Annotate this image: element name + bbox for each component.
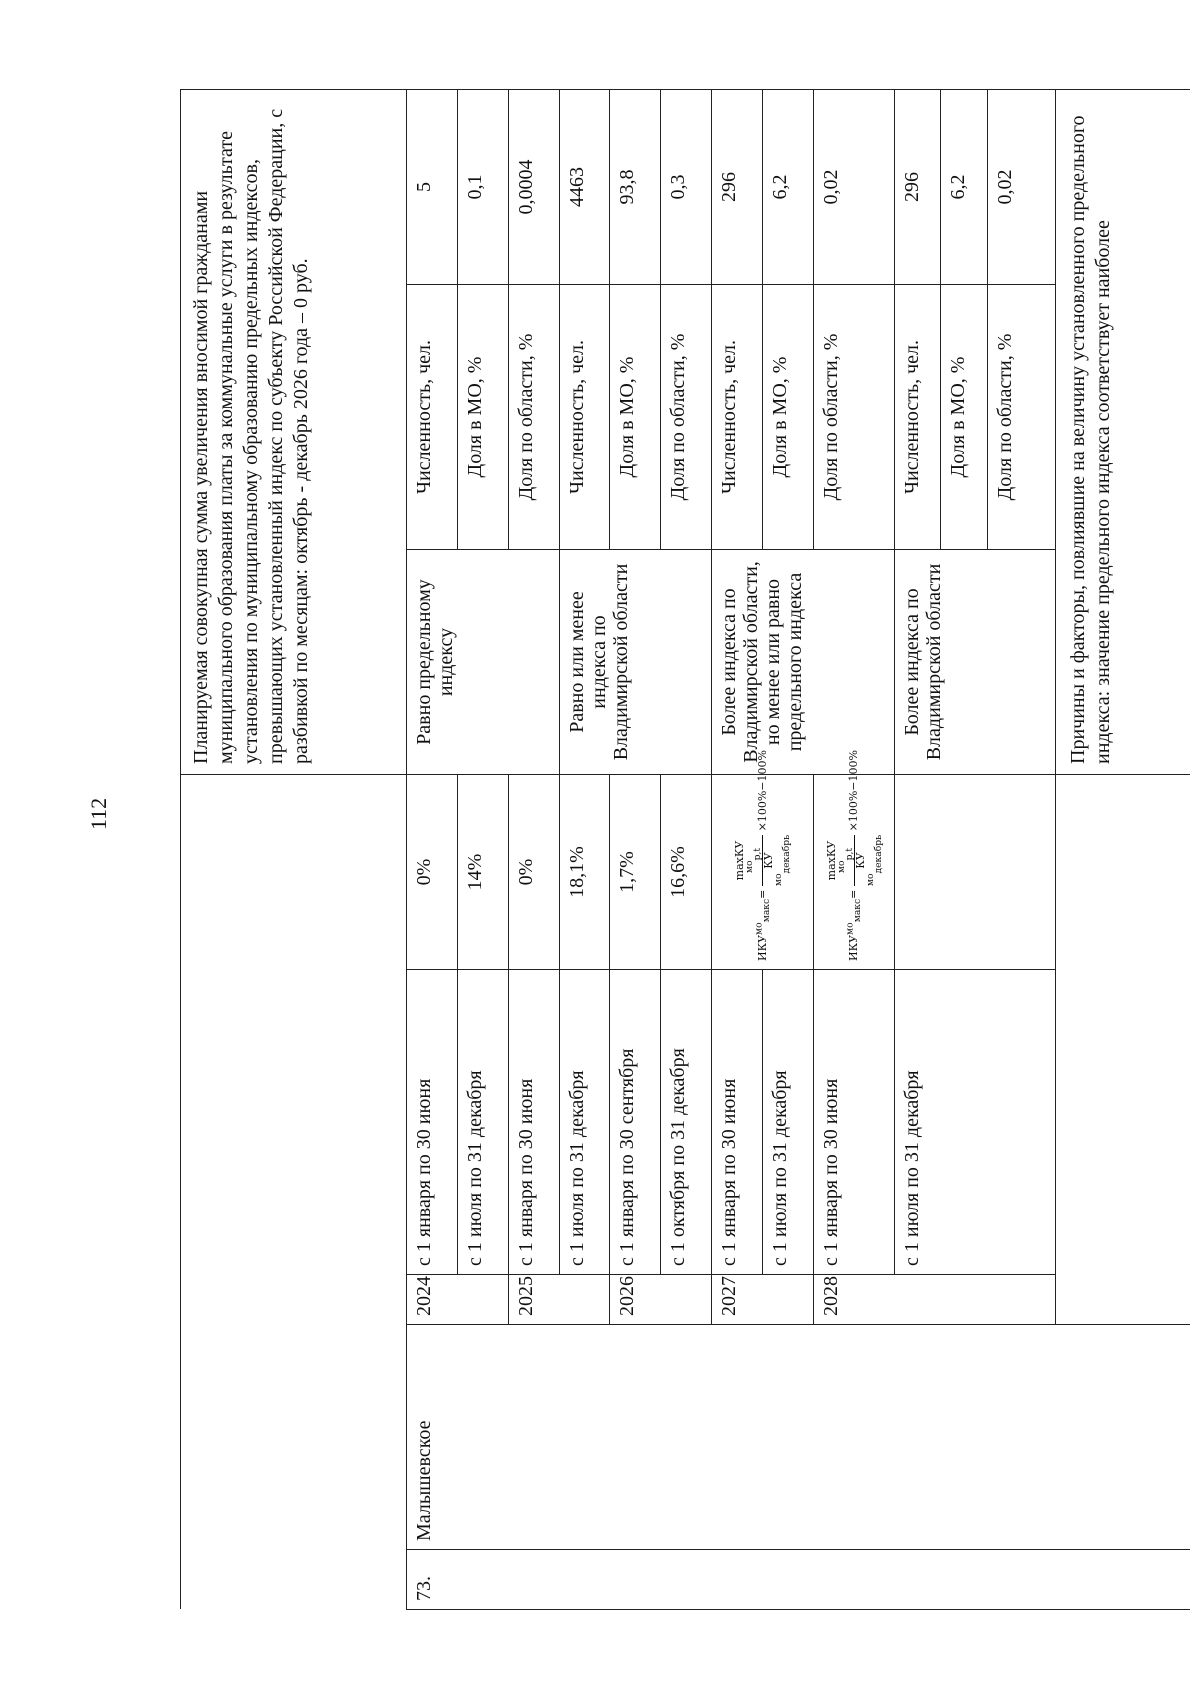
category-cell: Равно или менее индекса по Владимирской области bbox=[559, 550, 712, 775]
metric-value: 5 bbox=[406, 89, 457, 284]
formula-cell bbox=[712, 750, 814, 970]
period-cell: с 1 июля по 31 декабря bbox=[457, 970, 508, 1275]
metric-label: Доля по области, % bbox=[661, 285, 712, 550]
formula-cell bbox=[814, 750, 895, 970]
metric-label: Численность, чел. bbox=[895, 285, 941, 549]
category-cell: Равно предельному индексу bbox=[406, 550, 559, 775]
period-cell: с 1 июля по 31 декабря bbox=[895, 970, 1056, 1275]
index-cell: 16,6% bbox=[661, 775, 712, 970]
metric-value: 93,8 bbox=[610, 89, 661, 284]
period-cell: с 1 июля по 31 декабря bbox=[763, 970, 814, 1275]
data-table bbox=[180, 89, 1190, 1610]
footer-blank bbox=[1056, 1550, 1190, 1610]
footer-blank bbox=[1056, 1325, 1190, 1550]
year-cell: 2028 bbox=[814, 1275, 1056, 1325]
metric-label: Численность, чел. bbox=[406, 285, 457, 550]
footer-blank bbox=[1056, 1275, 1190, 1325]
metric-subtable bbox=[895, 285, 1033, 549]
rotated-table-area bbox=[180, 90, 1190, 1610]
period-cell: с 1 января по 30 июня bbox=[406, 970, 457, 1275]
footer-blank bbox=[1056, 775, 1190, 970]
index-cell: 18,1% bbox=[559, 775, 610, 970]
row-number: 73. bbox=[406, 1550, 1055, 1610]
index-cell: 0% bbox=[406, 775, 457, 970]
metric-label: Доля по области, % bbox=[508, 285, 559, 550]
header-blank bbox=[181, 775, 407, 970]
metric-value: 296 bbox=[712, 89, 763, 284]
header-blank bbox=[181, 1275, 407, 1325]
category-cell: Более индекса по Владимирской области, но менее или равно предельного индекса bbox=[712, 550, 895, 775]
year-cell: 2024 bbox=[406, 1275, 508, 1325]
metric-value: 296 bbox=[895, 90, 941, 284]
metric-subtable-cell bbox=[895, 285, 1056, 550]
metric-value: 6,2 bbox=[763, 89, 814, 284]
year-cell: 2026 bbox=[610, 1275, 712, 1325]
header-blank bbox=[181, 1550, 407, 1610]
municipality-name: Малышевское bbox=[406, 1325, 1055, 1550]
index-cell: 1,7% bbox=[610, 775, 661, 970]
metric-value: 0,3 bbox=[661, 89, 712, 284]
metric-value: 4463 bbox=[559, 89, 610, 284]
category-cell: Более индекса по Владимирской области bbox=[895, 550, 1056, 775]
metric-value: 0,1 bbox=[457, 89, 508, 284]
metric-value: 6,2 bbox=[941, 90, 987, 284]
metric-label: Численность, чел. bbox=[712, 285, 763, 550]
index-formula: $ИКУ^{мо}_{макс}=$ maxКУ $^{мо}_{p,t}$ КУ $^{мо}_{декабрь}$ ×100%−100% bbox=[733, 750, 793, 961]
value-subtable bbox=[895, 90, 1033, 284]
empty-index-cell bbox=[895, 775, 1056, 970]
metric-label: Доля по области, % bbox=[987, 285, 1033, 549]
metric-label: Доля в МО, % bbox=[763, 285, 814, 550]
period-cell: с 1 июля по 31 декабря bbox=[559, 970, 610, 1275]
planned-increase-text: Планируемая совокупная сумма увеличения вносимой гражданами муниципального образования платы за коммунальные услуги в результате установления по муниципальному образованию предельных индексов, превышающих установленный индекс по субъекту Российской Федерации, с разбивкой по месяцам: октябрь - декабрь 2026 года – 0 руб. bbox=[181, 89, 407, 774]
period-cell: с 1 января по 30 сентября bbox=[610, 970, 661, 1275]
metric-label: Доля в МО, % bbox=[610, 285, 661, 550]
metric-value: 0,02 bbox=[987, 90, 1033, 284]
metric-label: Доля в МО, % bbox=[457, 285, 508, 550]
metric-value: 0,0004 bbox=[508, 89, 559, 284]
header-blank bbox=[181, 970, 407, 1275]
metric-label: Доля в МО, % bbox=[941, 285, 987, 549]
metric-label: Доля по области, % bbox=[814, 285, 895, 550]
value-subtable-cell bbox=[895, 89, 1056, 284]
index-cell: 14% bbox=[457, 775, 508, 970]
period-cell: с 1 января по 30 июня bbox=[508, 970, 559, 1275]
header-blank bbox=[181, 1325, 407, 1550]
period-cell: с 1 октября по 31 декабря bbox=[661, 970, 712, 1275]
metric-value: 0,02 bbox=[814, 89, 895, 284]
year-cell: 2027 bbox=[712, 1275, 814, 1325]
period-cell: с 1 января по 30 июня bbox=[712, 970, 763, 1275]
footer-blank bbox=[1056, 970, 1190, 1275]
reasons-text: Причины и факторы, повлиявшие на величину установленного предельного индекса: значение предельного индекса соответствует наиболее bbox=[1056, 89, 1190, 774]
period-cell: с 1 января по 30 июня bbox=[814, 970, 895, 1275]
page-number: 112 bbox=[86, 797, 111, 830]
metric-label: Численность, чел. bbox=[559, 285, 610, 550]
index-formula: $ИКУ^{мо}_{макс}=$ maxКУ $^{мо}_{p,t}$ КУ $^{мо}_{декабрь}$ ×100%−100% bbox=[824, 750, 884, 961]
year-cell: 2025 bbox=[508, 1275, 610, 1325]
index-cell: 0% bbox=[508, 775, 559, 970]
